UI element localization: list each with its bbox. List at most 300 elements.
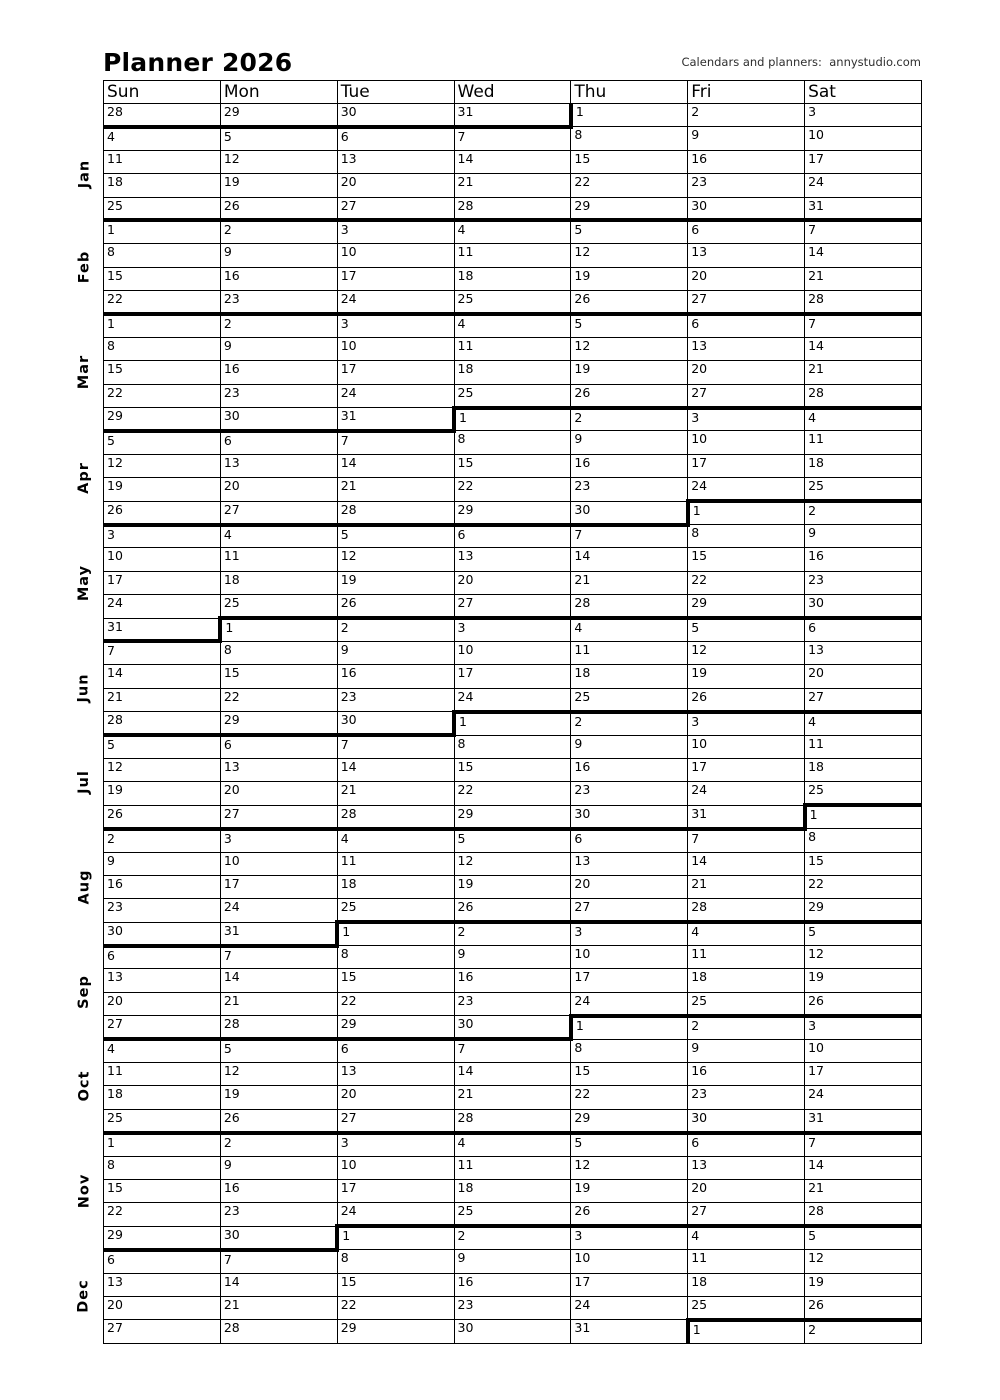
day-cell: 17: [337, 267, 454, 290]
month-label-text: Nov: [76, 1173, 92, 1209]
day-cell: 1: [571, 1016, 688, 1039]
day-cell: 16: [571, 758, 688, 781]
day-cell: 28: [454, 1109, 571, 1132]
day-cell: 8: [571, 1039, 688, 1062]
day-cell: 14: [337, 758, 454, 781]
day-cell: 6: [104, 1250, 221, 1273]
week-row: [104, 291, 922, 314]
day-cell: 25: [454, 291, 571, 314]
day-cell: 18: [454, 361, 571, 384]
day-cell: 24: [805, 1086, 922, 1109]
month-label-text: Apr: [75, 461, 92, 494]
day-cell: 21: [220, 992, 337, 1015]
day-cell: 7: [337, 735, 454, 758]
day-cell: 14: [220, 1273, 337, 1296]
day-cell: 22: [337, 992, 454, 1015]
day-cell: 5: [220, 1039, 337, 1062]
week-row: [104, 337, 922, 360]
day-cell: 27: [688, 384, 805, 407]
day-cell: 29: [571, 1109, 688, 1132]
day-cell: 21: [104, 688, 221, 711]
day-cell: 3: [688, 408, 805, 431]
day-cell: 23: [688, 1086, 805, 1109]
day-cell: 23: [571, 478, 688, 501]
day-cell: 3: [805, 1016, 922, 1039]
month-label-text: Aug: [76, 869, 92, 905]
month-label-text: Jun: [75, 673, 92, 703]
day-cell: 19: [454, 875, 571, 898]
day-cell: 28: [571, 595, 688, 618]
day-cell: 21: [805, 361, 922, 384]
day-cell: 27: [337, 197, 454, 220]
day-cell: 9: [220, 244, 337, 267]
week-row: [104, 197, 922, 220]
day-cell: 24: [688, 782, 805, 805]
day-cell: 22: [805, 875, 922, 898]
day-cell: 2: [220, 1133, 337, 1156]
day-cell: 22: [104, 291, 221, 314]
day-cell: 31: [805, 197, 922, 220]
day-cell: 8: [104, 337, 221, 360]
week-row: [104, 922, 922, 945]
day-cell: 26: [337, 595, 454, 618]
day-cell: 26: [104, 805, 221, 828]
day-cell: 8: [454, 735, 571, 758]
day-cell: 1: [454, 408, 571, 431]
day-cell: 22: [571, 174, 688, 197]
day-cell: 19: [571, 1179, 688, 1202]
month-label-feb: [64, 220, 104, 314]
day-cell: 1: [571, 104, 688, 127]
day-cell: 30: [454, 1320, 571, 1343]
week-row: [104, 501, 922, 524]
day-cell: 13: [104, 969, 221, 992]
day-cell: 1: [337, 922, 454, 945]
day-cell: 4: [104, 1039, 221, 1062]
day-cell: 28: [337, 501, 454, 524]
week-row: [104, 267, 922, 290]
week-row: [104, 852, 922, 875]
day-cell: 19: [104, 782, 221, 805]
day-cell: 5: [688, 618, 805, 641]
day-cell: 16: [337, 665, 454, 688]
week-row: [104, 1226, 922, 1249]
day-cell: 4: [454, 1133, 571, 1156]
week-row: [104, 758, 922, 781]
day-cell: 21: [454, 1086, 571, 1109]
month-label-text: Sep: [75, 975, 92, 1010]
day-cell: 12: [571, 244, 688, 267]
month-label-may: [64, 525, 104, 642]
day-cell: 12: [571, 337, 688, 360]
day-cell: 19: [805, 1273, 922, 1296]
day-cell: 13: [805, 641, 922, 664]
day-cell: 6: [337, 1039, 454, 1062]
day-cell: 21: [805, 1179, 922, 1202]
day-cell: 6: [454, 525, 571, 548]
day-cell: 11: [104, 150, 221, 173]
week-row: [104, 478, 922, 501]
day-cell: 19: [688, 665, 805, 688]
day-cell: 10: [337, 337, 454, 360]
day-cell: 25: [688, 992, 805, 1015]
day-cell: 29: [454, 501, 571, 524]
day-cell: 22: [454, 478, 571, 501]
day-cell: 6: [571, 829, 688, 852]
day-cell: 19: [337, 571, 454, 594]
day-cell: 21: [337, 782, 454, 805]
day-cell: 27: [104, 1016, 221, 1039]
day-cell: 17: [220, 875, 337, 898]
day-cell: 20: [688, 1179, 805, 1202]
day-cell: 29: [220, 712, 337, 735]
day-cell: 27: [571, 899, 688, 922]
day-cell: 19: [571, 361, 688, 384]
day-cell: 7: [220, 946, 337, 969]
day-cell: 9: [454, 1250, 571, 1273]
day-cell: 16: [220, 361, 337, 384]
day-cell: 13: [337, 150, 454, 173]
day-cell: 4: [688, 922, 805, 945]
day-cell: 29: [220, 104, 337, 127]
month-label-text: Mar: [76, 355, 92, 390]
day-cell: 3: [220, 829, 337, 852]
day-cell: 9: [805, 525, 922, 548]
day-cell: 20: [220, 478, 337, 501]
week-row: [104, 1273, 922, 1296]
day-cell: 27: [688, 291, 805, 314]
day-cell: 24: [454, 688, 571, 711]
day-cell: 11: [805, 735, 922, 758]
day-cell: 15: [220, 665, 337, 688]
day-cell: 1: [104, 314, 221, 337]
day-cell: 14: [688, 852, 805, 875]
day-cell: 15: [454, 758, 571, 781]
day-cell: 30: [805, 595, 922, 618]
day-cell: 12: [805, 946, 922, 969]
day-cell: 22: [220, 688, 337, 711]
day-cell: 11: [454, 337, 571, 360]
day-cell: 13: [220, 454, 337, 477]
week-row: [104, 946, 922, 969]
day-cell: 7: [805, 314, 922, 337]
day-cell: 12: [220, 150, 337, 173]
day-cell: 15: [104, 361, 221, 384]
day-cell: 14: [454, 1063, 571, 1086]
day-cell: 12: [805, 1250, 922, 1273]
week-row: [104, 1179, 922, 1202]
day-cell: 9: [454, 946, 571, 969]
day-cell: 10: [571, 1250, 688, 1273]
day-cell: 3: [337, 1133, 454, 1156]
day-cell: 3: [688, 712, 805, 735]
day-cell: 14: [104, 665, 221, 688]
day-cell: 13: [571, 852, 688, 875]
day-cell: 16: [220, 1179, 337, 1202]
day-cell: 1: [688, 501, 805, 524]
day-cell: 20: [688, 267, 805, 290]
day-cell: 5: [805, 1226, 922, 1249]
month-label-nov: [64, 1133, 104, 1250]
day-cell: 22: [454, 782, 571, 805]
day-cell: 18: [454, 267, 571, 290]
day-cell: 14: [571, 548, 688, 571]
day-cell: 4: [805, 408, 922, 431]
day-cell: 10: [805, 1039, 922, 1062]
day-cell: 7: [688, 829, 805, 852]
day-cell: 3: [805, 104, 922, 127]
day-cell: 8: [571, 127, 688, 150]
day-cell: 17: [571, 1273, 688, 1296]
month-label-text: Feb: [76, 250, 92, 284]
day-cell: 21: [454, 174, 571, 197]
day-cell: 29: [337, 1016, 454, 1039]
week-row: [104, 1086, 922, 1109]
week-row: [104, 174, 922, 197]
day-cell: 22: [337, 1296, 454, 1319]
day-cell: 12: [454, 852, 571, 875]
day-cell: 5: [104, 431, 221, 454]
day-cell: 14: [805, 1156, 922, 1179]
week-row: [104, 104, 922, 127]
day-cell: 9: [571, 431, 688, 454]
day-cell: 19: [104, 478, 221, 501]
day-cell: 20: [454, 571, 571, 594]
day-cell: 25: [454, 384, 571, 407]
day-cell: 24: [805, 174, 922, 197]
day-cell: 2: [571, 408, 688, 431]
day-cell: 3: [104, 525, 221, 548]
day-cell: 13: [688, 337, 805, 360]
month-label-text: Jul: [75, 769, 92, 794]
day-cell: 26: [571, 384, 688, 407]
day-cell: 11: [454, 244, 571, 267]
week-row: [104, 408, 922, 431]
week-row: [104, 805, 922, 828]
day-cell: 26: [805, 992, 922, 1015]
day-cell: 27: [220, 805, 337, 828]
day-cell: 15: [571, 1063, 688, 1086]
day-cell: 29: [571, 197, 688, 220]
day-cell: 23: [220, 291, 337, 314]
day-cell: 17: [688, 758, 805, 781]
day-cell: 15: [688, 548, 805, 571]
day-cell: 1: [805, 805, 922, 828]
week-row: [104, 361, 922, 384]
day-cell: 6: [688, 314, 805, 337]
weekday-header-thu: Thu: [571, 81, 688, 104]
day-cell: 30: [454, 1016, 571, 1039]
day-cell: 1: [688, 1320, 805, 1343]
week-row: [104, 548, 922, 571]
day-cell: 4: [220, 525, 337, 548]
week-row: [104, 782, 922, 805]
weeks-body: [104, 104, 922, 1344]
day-cell: 12: [337, 548, 454, 571]
day-cell: 28: [688, 899, 805, 922]
credit-text: Calendars and planners: annystudio.com: [681, 55, 921, 69]
day-cell: 1: [337, 1226, 454, 1249]
day-cell: 20: [220, 782, 337, 805]
day-cell: 8: [454, 431, 571, 454]
day-cell: 11: [688, 946, 805, 969]
week-row: [104, 127, 922, 150]
day-cell: 26: [220, 197, 337, 220]
day-cell: 11: [454, 1156, 571, 1179]
day-cell: 10: [220, 852, 337, 875]
day-cell: 10: [688, 431, 805, 454]
day-cell: 25: [104, 197, 221, 220]
week-row: [104, 150, 922, 173]
day-cell: 27: [688, 1203, 805, 1226]
day-cell: 6: [220, 735, 337, 758]
day-cell: 30: [104, 922, 221, 945]
day-cell: 18: [571, 665, 688, 688]
day-cell: 7: [805, 1133, 922, 1156]
week-row: [104, 571, 922, 594]
day-cell: 6: [104, 946, 221, 969]
day-cell: 29: [104, 1226, 221, 1249]
day-cell: 18: [688, 969, 805, 992]
day-cell: 7: [454, 127, 571, 150]
day-cell: 9: [688, 1039, 805, 1062]
day-cell: 27: [454, 595, 571, 618]
day-cell: 30: [220, 408, 337, 431]
day-cell: 13: [337, 1063, 454, 1086]
day-cell: 5: [571, 314, 688, 337]
day-cell: 26: [454, 899, 571, 922]
day-cell: 14: [454, 150, 571, 173]
week-row: [104, 688, 922, 711]
week-row: [104, 735, 922, 758]
day-cell: 10: [337, 244, 454, 267]
day-cell: 25: [805, 782, 922, 805]
week-row: [104, 1320, 922, 1343]
day-cell: 2: [220, 220, 337, 243]
day-cell: 7: [571, 525, 688, 548]
day-cell: 16: [220, 267, 337, 290]
month-label-aug: [64, 829, 104, 946]
day-cell: 6: [220, 431, 337, 454]
day-cell: 23: [454, 1296, 571, 1319]
day-cell: 4: [337, 829, 454, 852]
day-cell: 2: [805, 501, 922, 524]
weekday-header-sun: Sun: [104, 81, 221, 104]
day-cell: 9: [104, 852, 221, 875]
planner-table: [103, 80, 922, 1344]
week-row: [104, 1133, 922, 1156]
day-cell: 4: [454, 314, 571, 337]
week-row: [104, 1109, 922, 1132]
day-cell: 15: [805, 852, 922, 875]
day-cell: 23: [337, 688, 454, 711]
day-cell: 12: [688, 641, 805, 664]
day-cell: 28: [805, 384, 922, 407]
day-cell: 12: [220, 1063, 337, 1086]
day-cell: 17: [688, 454, 805, 477]
day-cell: 28: [805, 291, 922, 314]
day-cell: 2: [454, 922, 571, 945]
day-cell: 22: [104, 1203, 221, 1226]
month-label-dec: [64, 1250, 104, 1344]
day-cell: 8: [337, 1250, 454, 1273]
day-cell: 7: [454, 1039, 571, 1062]
day-cell: 27: [337, 1109, 454, 1132]
day-cell: 2: [805, 1320, 922, 1343]
weekday-header-cells: [104, 81, 922, 104]
day-cell: 5: [220, 127, 337, 150]
day-cell: 26: [571, 1203, 688, 1226]
day-cell: 21: [688, 875, 805, 898]
day-cell: 5: [571, 220, 688, 243]
day-cell: 6: [688, 220, 805, 243]
day-cell: 22: [571, 1086, 688, 1109]
week-row: [104, 969, 922, 992]
month-label-jul: [64, 735, 104, 829]
day-cell: 25: [104, 1109, 221, 1132]
week-row: [104, 244, 922, 267]
day-cell: 21: [337, 478, 454, 501]
day-cell: 15: [104, 1179, 221, 1202]
day-cell: 13: [104, 1273, 221, 1296]
day-cell: 23: [454, 992, 571, 1015]
day-cell: 3: [337, 220, 454, 243]
month-label-text: Oct: [75, 1070, 92, 1102]
day-cell: 19: [805, 969, 922, 992]
weekday-header-fri: Fri: [688, 81, 805, 104]
day-cell: 6: [688, 1133, 805, 1156]
month-label-sep: [64, 946, 104, 1040]
day-cell: 23: [104, 899, 221, 922]
day-cell: 10: [104, 548, 221, 571]
month-label-mar: [64, 314, 104, 431]
day-cell: 15: [104, 267, 221, 290]
day-cell: 26: [104, 501, 221, 524]
day-cell: 26: [571, 291, 688, 314]
week-row: [104, 220, 922, 243]
day-cell: 14: [337, 454, 454, 477]
week-row: [104, 1063, 922, 1086]
day-cell: 25: [454, 1203, 571, 1226]
day-cell: 25: [337, 899, 454, 922]
day-cell: 18: [220, 571, 337, 594]
day-cell: 15: [571, 150, 688, 173]
day-cell: 15: [337, 1273, 454, 1296]
day-cell: 25: [220, 595, 337, 618]
day-cell: 8: [104, 1156, 221, 1179]
day-cell: 18: [805, 454, 922, 477]
day-cell: 14: [805, 337, 922, 360]
day-cell: 24: [571, 1296, 688, 1319]
day-cell: 11: [571, 641, 688, 664]
day-cell: 5: [805, 922, 922, 945]
weekday-header-tue: Tue: [337, 81, 454, 104]
day-cell: 16: [805, 548, 922, 571]
weekday-header-wed: Wed: [454, 81, 571, 104]
day-cell: 5: [337, 525, 454, 548]
day-cell: 17: [104, 571, 221, 594]
week-row: [104, 992, 922, 1015]
day-cell: 31: [571, 1320, 688, 1343]
day-cell: 2: [571, 712, 688, 735]
day-cell: 29: [688, 595, 805, 618]
weekday-header-sat: Sat: [805, 81, 922, 104]
month-label-text: May: [75, 564, 92, 602]
day-cell: 22: [104, 384, 221, 407]
week-row: [104, 1296, 922, 1319]
week-row: [104, 618, 922, 641]
day-cell: 30: [571, 501, 688, 524]
